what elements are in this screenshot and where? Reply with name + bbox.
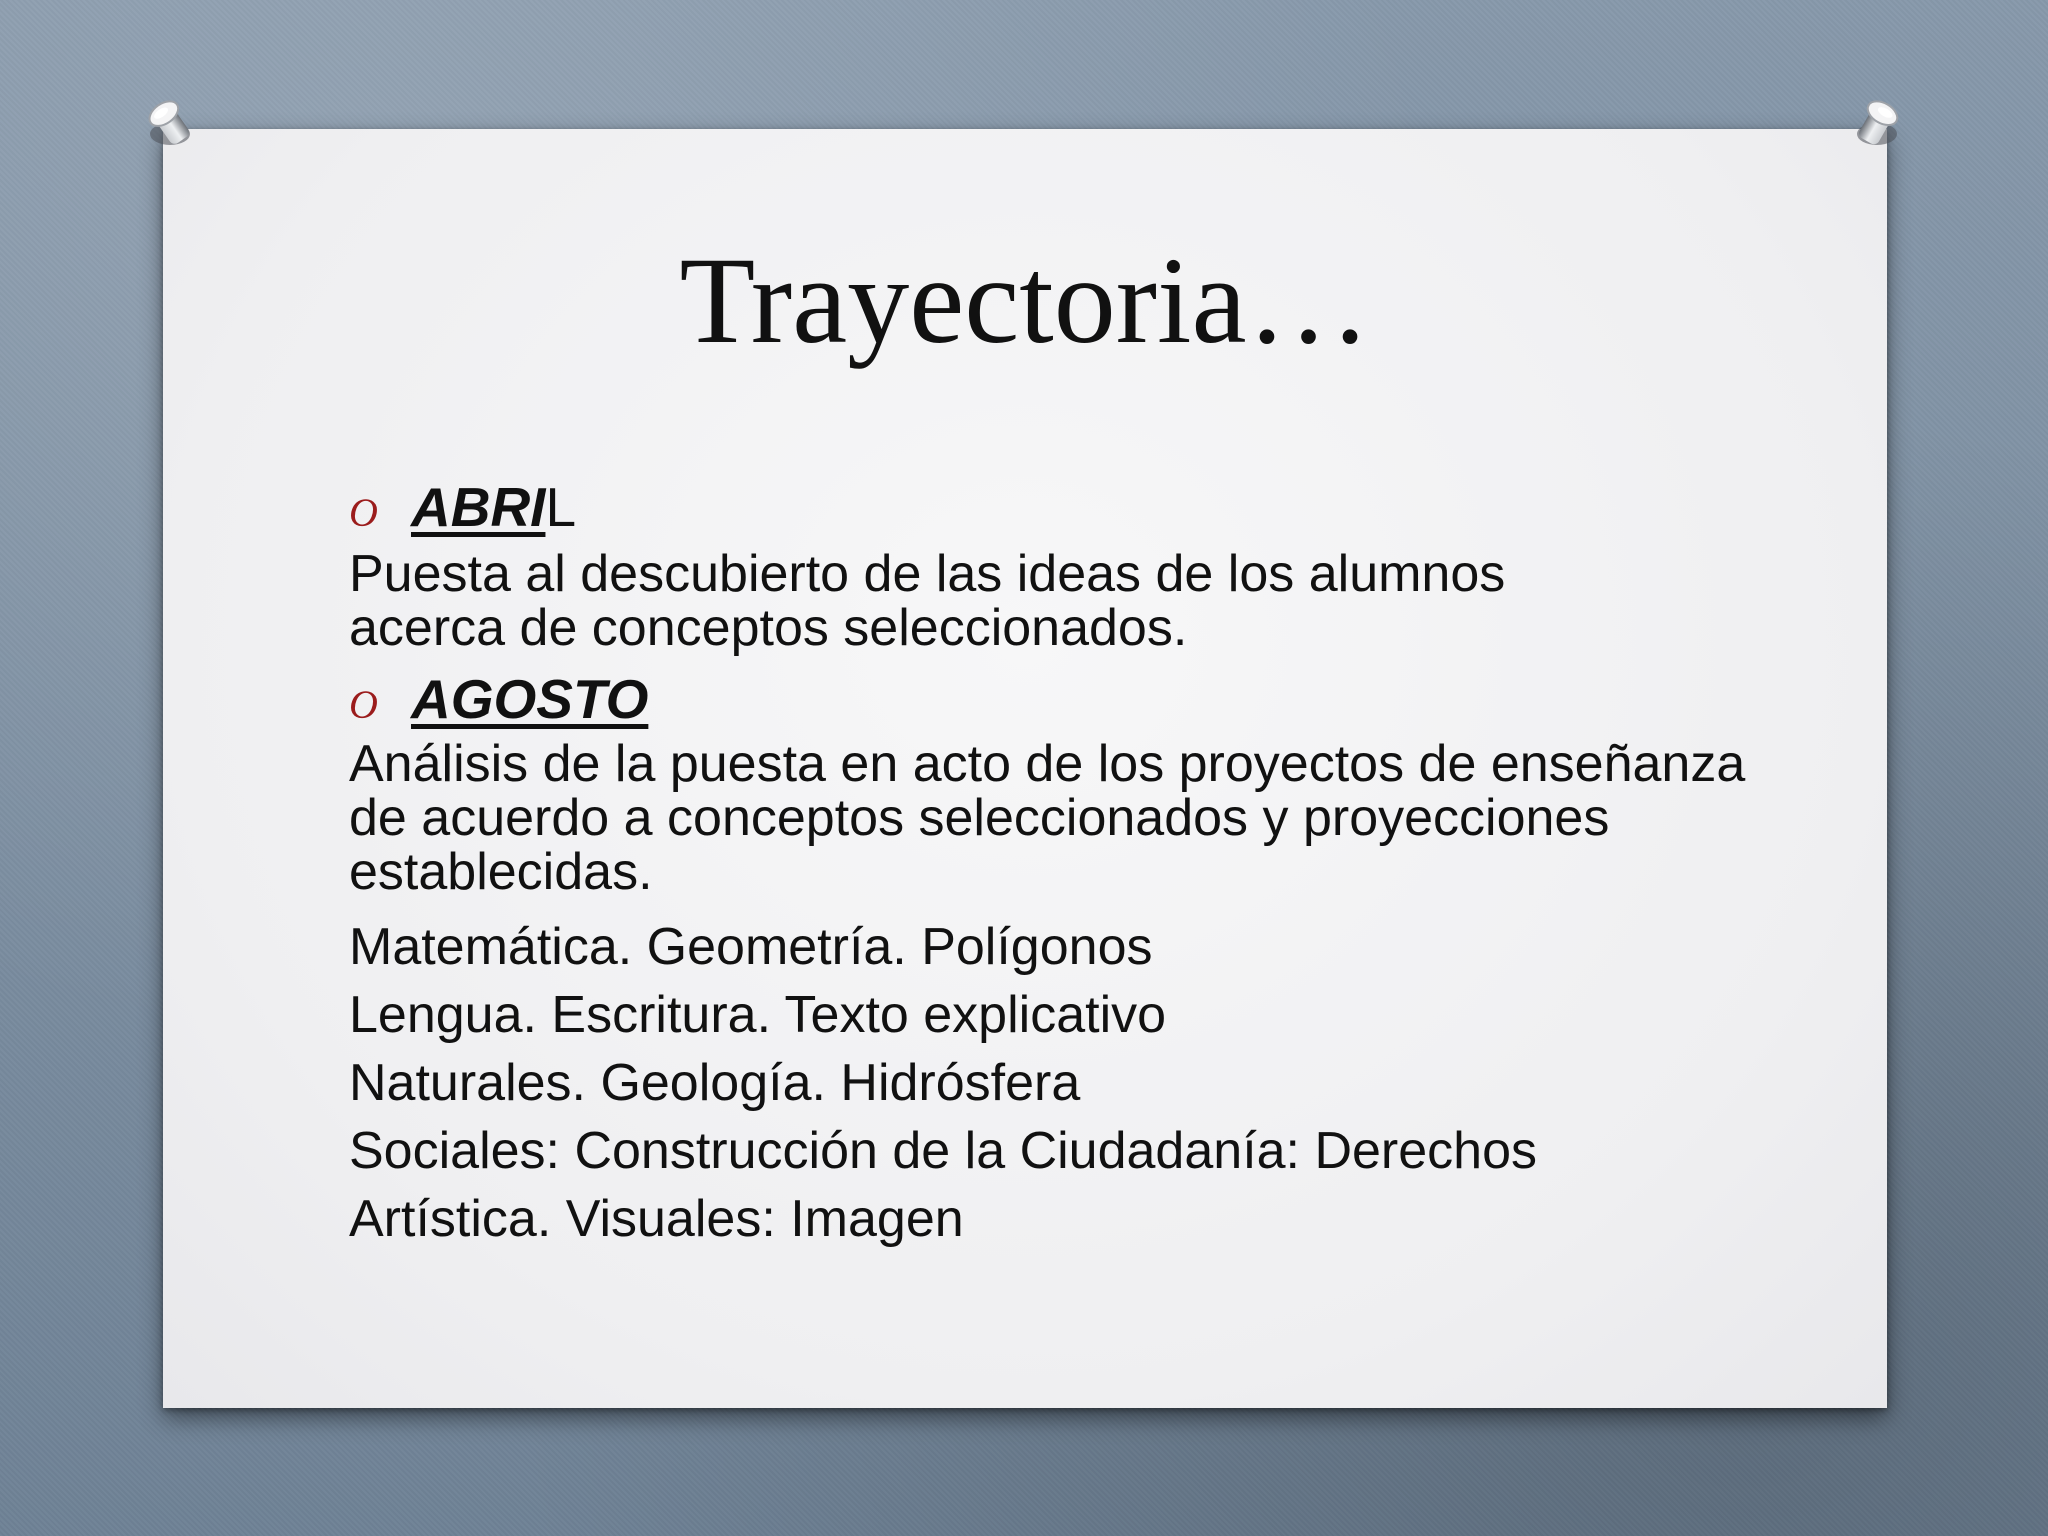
bullet-icon: O (349, 490, 378, 535)
section-text-april: Puesta al descubierto de las ideas de los alumnos acerca de conceptos seleccionados. (349, 545, 1506, 657)
subject-line: Artística. Visuales: Imagen (349, 1190, 964, 1248)
bullet-icon: O (349, 682, 378, 727)
section-heading-label-tail: L (545, 476, 577, 538)
slide-content (349, 475, 1849, 1253)
section-heading-label: AGOSTO (411, 668, 649, 730)
section-heading-label: ABRI (411, 476, 546, 538)
pushpin-icon (134, 86, 204, 156)
subject-line: Naturales. Geología. Hidrósfera (349, 1054, 1081, 1112)
pushpin-icon (1843, 86, 1913, 156)
slide-title: Trayectoria… (679, 232, 1371, 369)
slide-card (163, 129, 1887, 1408)
subject-line: Matemática. Geometría. Polígonos (349, 918, 1153, 976)
subject-line: Sociales: Construcción de la Ciudadanía: Derechos (349, 1122, 1538, 1180)
section-heading-august (349, 667, 1849, 735)
section-heading-april (349, 475, 1849, 543)
subject-line: Lengua. Escritura. Texto explicativo (349, 986, 1167, 1044)
section-text-august: Análisis de la puesta en acto de los proyectos de enseñanza de acuerdo a conceptos seleccionados y proyecciones establecidas. (349, 735, 1746, 901)
